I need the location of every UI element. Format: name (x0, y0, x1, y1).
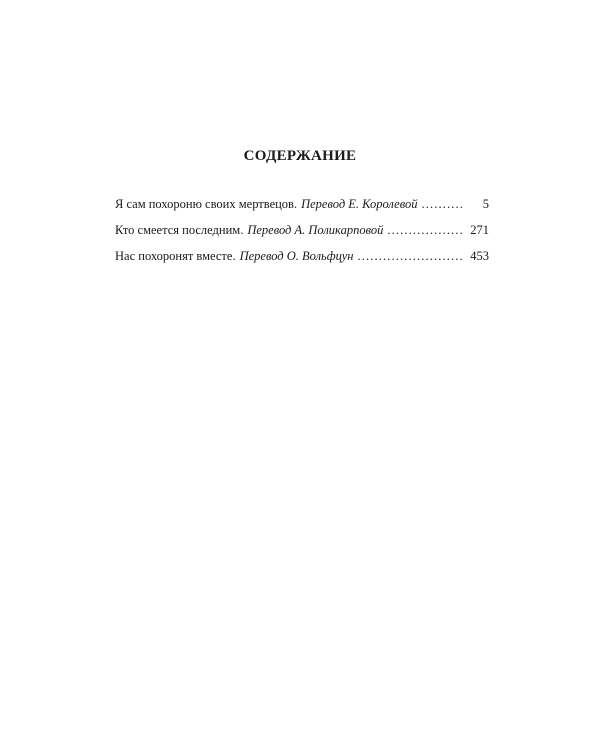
toc-entry-work-title: Кто смеется последним. (115, 223, 244, 237)
toc-entry-translator: Перевод Е. Королевой (301, 197, 418, 211)
toc-entry-page-number: 5 (482, 197, 489, 211)
toc-title: СОДЕРЖАНИЕ (243, 148, 357, 164)
toc-entry-work-title: Я сам похороню своих мертвецов. (115, 197, 298, 211)
toc-entry (115, 195, 489, 221)
toc-entry (115, 247, 489, 273)
toc-dot-leader (387, 221, 463, 239)
toc-dot-leader (357, 247, 463, 265)
table-of-contents (115, 195, 489, 273)
toc-dot-leader (421, 195, 463, 213)
toc-entry-page-number: 271 (470, 223, 489, 237)
toc-entry-translator: Перевод А. Поликарповой (247, 223, 384, 237)
toc-entry (115, 221, 489, 247)
toc-entry-work-title: Нас похоронят вместе. (115, 249, 236, 263)
toc-entry-translator: Перевод О. Вольфцун (239, 249, 354, 263)
toc-entry-page-number: 453 (470, 249, 489, 263)
